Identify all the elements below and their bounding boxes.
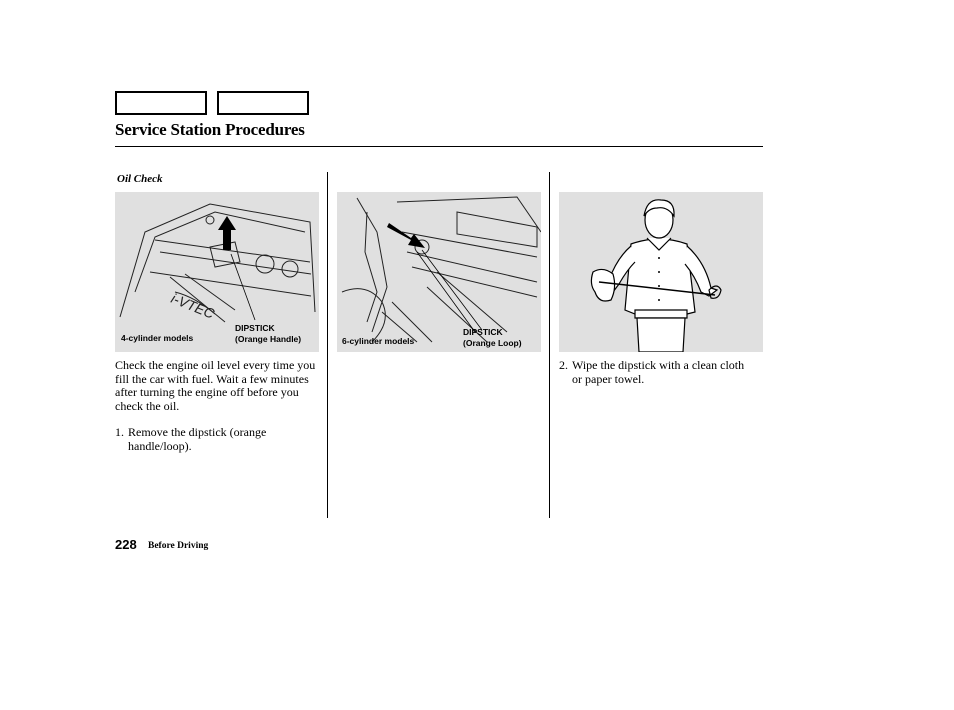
figure-1-model-caption: 4-cylinder models <box>121 333 194 343</box>
section-label: Oil Check <box>117 173 163 185</box>
intro-paragraph: Check the engine oil level every time you fill the car with fuel. Wait a few minutes after turning the engine off before you check the oil. <box>115 358 316 413</box>
engine-6cyl-illustration <box>337 192 541 352</box>
figure-wiping-dipstick <box>559 192 763 352</box>
page-number: 228 <box>115 537 137 552</box>
column-1-text <box>115 359 321 453</box>
column-3-text <box>559 359 749 386</box>
column-divider-1 <box>327 172 328 518</box>
person-wiping-dipstick-illustration <box>559 192 763 352</box>
figure-6-cylinder-engine <box>337 192 541 352</box>
step-2-number: 2. <box>559 358 568 372</box>
title-rule <box>115 146 763 147</box>
figure-1-dipstick-label-sub: (Orange Handle) <box>235 334 302 344</box>
step-1 <box>115 426 321 453</box>
step-1-number: 1. <box>115 425 124 439</box>
step-2 <box>559 359 749 386</box>
step-2-text: Wipe the dipstick with a clean cloth or paper towel. <box>572 358 745 386</box>
step-1-text: Remove the dipstick (orange handle/loop). <box>128 425 267 453</box>
figure-2-dipstick-label-sub: (Orange Loop) <box>463 338 522 348</box>
chapter-name: Before Driving <box>148 541 209 551</box>
svg-text:i-VTEC: i-VTEC <box>168 289 217 322</box>
page-title: Service Station Procedures <box>115 120 305 139</box>
figure-2-dipstick-label: DIPSTICK <box>463 327 503 337</box>
nav-box-next[interactable] <box>217 91 309 115</box>
figure-1-dipstick-label: DIPSTICK <box>235 323 275 333</box>
figure-2-model-caption: 6-cylinder models <box>342 336 415 346</box>
engine-4cyl-illustration <box>115 192 319 352</box>
nav-box-previous[interactable] <box>115 91 207 115</box>
figure-4-cylinder-engine <box>115 192 319 352</box>
column-divider-2 <box>549 172 550 518</box>
